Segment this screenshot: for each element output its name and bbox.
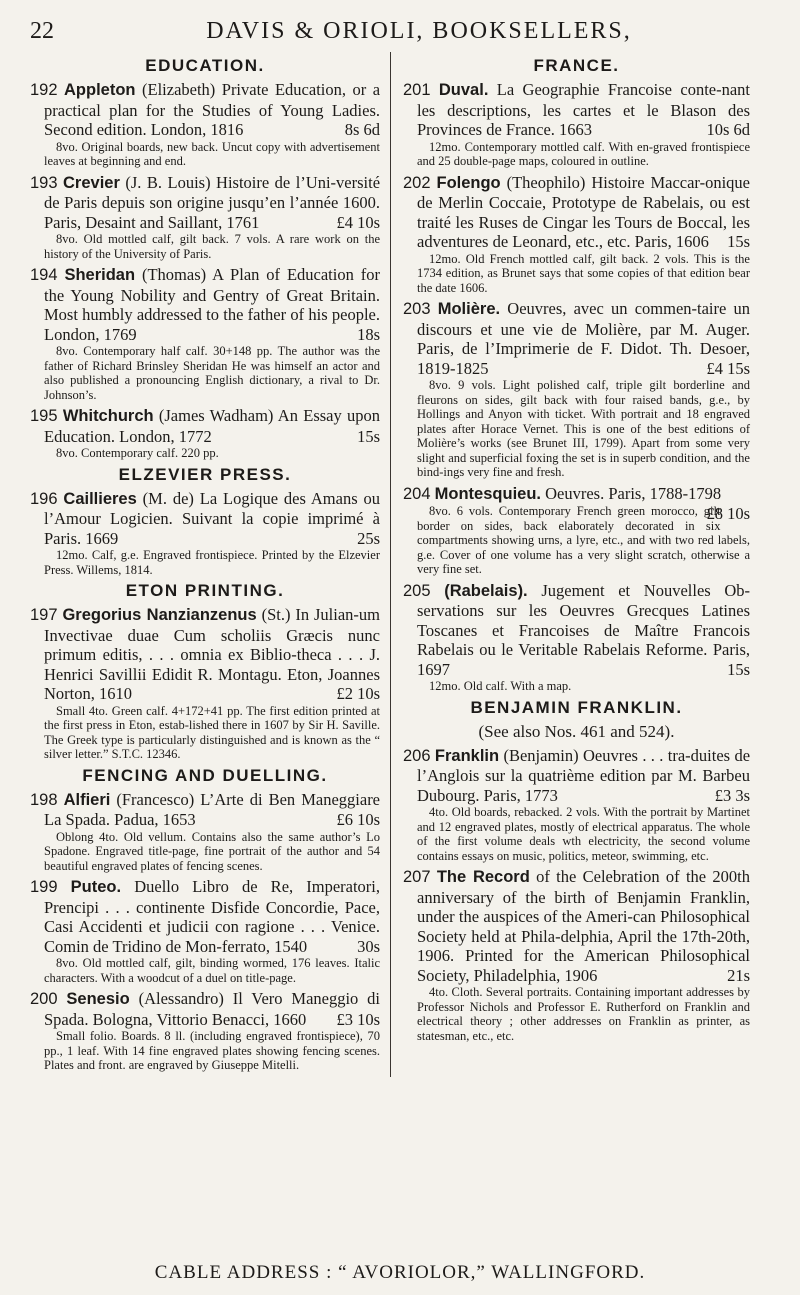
catalogue-entry	[30, 265, 380, 402]
entry-title	[30, 80, 380, 140]
entry-description: Oblong 4to. Old vellum. Contains also the same author’s Lo Spadone. Engraved title-page, fine portrait of the author and 54 beautiful engraved plates of fencing scenes.	[44, 829, 380, 873]
entry-number: 200	[30, 990, 58, 1009]
catalogue-entry	[403, 581, 750, 694]
entry-title	[403, 299, 750, 378]
entry-author: Alfieri	[63, 790, 111, 809]
entry-price: 25s	[357, 528, 380, 548]
entry-number: 192	[30, 81, 58, 100]
section-heading: ELZEVIER PRESS.	[118, 464, 292, 484]
entry-description: 12mo. Old French mottled calf, gilt back. 2 vols. This is the 1734 edition, as Brunet says that some copies of that edition bear the date 1606.	[417, 251, 750, 295]
left-column	[30, 52, 390, 1077]
entry-text: of the Celebration of the 200th anniversary of the birth of Benjamin Franklin, under the auspices of the Ameri-can Philosophical Society held at Phila-delphia, April the 17th-20th, 1906. Printed for the American Philosophical Society, Philadelphia, 1906	[417, 867, 750, 985]
section-subheading: (See also Nos. 461 and 524).	[478, 721, 675, 741]
entry-price: 15s	[727, 232, 750, 252]
entry-text: (St.) In Julian-um Invectivae duae Cum scholiis Græcis nunc primum editis, . . . omnia ex Biblio-theca . . . J. Henrici Savillii Edidit R. Montagu. Eton, Joannes Norton, 1610	[44, 605, 380, 704]
catalogue-entry	[30, 790, 380, 874]
entry-price: 10s 6d	[706, 120, 750, 140]
entry-text: La Geographie Francoise conte-nant les descriptions, les cartes et le Blason des Provinces de France. 1663	[417, 80, 750, 140]
entry-text: (James Wadham) An Essay upon Education. London, 1772	[44, 406, 381, 446]
entry-text: Oeuvres, avec un commen-taire un discours et une vie de Molière, par M. Auger. Paris, de l’Imprimerie de F. Didot. Th. Desoer, 1819-1825	[417, 299, 751, 378]
entry-price: £6 10s	[336, 810, 380, 830]
columns	[30, 52, 770, 1077]
entry-title	[403, 581, 750, 680]
catalogue-entry	[30, 989, 380, 1073]
right-column	[390, 52, 750, 1077]
cable-address: CABLE ADDRESS : “ AVORIOLOR,” WALLINGFORD.	[154, 1262, 646, 1283]
entry-description: 8vo. 6 vols. Contemporary French green morocco, gilt border on sides, back elaborately decorated in six compartments showing urns, a lyre, etc., and with two red labels, g.e. Cover of one volume has a very slight scratch, otherwise a very fine set.	[417, 504, 750, 577]
entry-number: 205	[403, 581, 431, 600]
entry-author: Folengo	[436, 173, 501, 192]
entry-price: 21s	[727, 965, 750, 985]
catalogue-entry	[403, 484, 750, 577]
entry-text: (Elizabeth) Private Education, or a practical plan for the Studies of Young Ladies. Second edition. London, 1816	[44, 80, 381, 140]
running-head	[30, 18, 770, 44]
entry-title	[403, 173, 750, 252]
entry-text: Oeuvres. Paris, 1788-1798	[545, 483, 722, 503]
entry-number: 202	[403, 173, 431, 192]
catalogue-entry	[30, 489, 380, 578]
catalogue-entry	[30, 877, 380, 985]
entry-title	[30, 989, 380, 1029]
entry-description: Small 4to. Green calf. 4+172+41 pp. The first edition printed at the first press in Eton, estab-lished there in 1607 by Sir H. Saville. The Greek type is particularly distinguished and is known as the “ silver letter.” S.T.C. 12346.	[44, 703, 380, 762]
entry-text: (M. de) La Logique des Amans ou l’Amour Logicien. Suivant la copie imprimé à Paris. 1669	[44, 488, 380, 548]
entry-number: 197	[30, 606, 58, 625]
entry-author: Sheridan	[64, 266, 136, 285]
entry-author: Crevier	[63, 173, 120, 192]
entry-price: 30s	[357, 936, 380, 956]
entry-price: 15s	[357, 426, 380, 446]
entry-price: £3 10s	[336, 1009, 380, 1029]
entry-title	[30, 173, 380, 233]
catalogue-entry	[30, 406, 380, 461]
section-heading: FENCING AND DUELLING.	[82, 765, 328, 785]
catalogue-entry	[30, 80, 380, 169]
entry-description: 8vo. Old mottled calf, gilt back. 7 vols. A rare work on the history of the University of Paris.	[44, 232, 380, 261]
entry-description: 8vo. Contemporary calf. 220 pp.	[56, 446, 219, 461]
entry-title	[30, 605, 380, 704]
entry-title	[403, 80, 750, 140]
entry-text: (Francesco) L’Arte di Ben Maneggiare La Spada. Padua, 1653	[44, 789, 381, 830]
entry-author: Gregorius Nanzianzenus	[62, 606, 257, 625]
entry-title	[30, 265, 380, 344]
entry-author: Puteo.	[70, 878, 122, 897]
page-number: 22	[30, 18, 54, 44]
entry-text: Jugement et Nouvelles Ob-servations sur les Oeuvres Grecques Latines Toscanes et Francoises de Maître Francois Rabelais ou le Veritable Rabelais Reforme. Paris, 1697	[417, 580, 751, 679]
section-heading: EDUCATION.	[145, 56, 265, 76]
entry-author: Senesio	[66, 990, 130, 1009]
entry-author: Whitchurch	[62, 407, 154, 426]
catalogue-entry	[403, 80, 750, 169]
entry-description: 4to. Cloth. Several portraits. Containing important addresses by Professor Nichols and Professor E. Rutherford on Franklin and electrical theory ; other addresses on Franklin as printer, as statesman, etc., etc.	[417, 985, 750, 1043]
entry-text: (J. B. Louis) Histoire de l’Uni-versité de Paris depuis son origine jusqu’en l’année 1600. Paris, Desaint and Saillant, 1761	[44, 172, 381, 232]
section-heading: FRANCE.	[533, 56, 620, 76]
entry-author: Montesquieu.	[434, 484, 541, 503]
entry-description: 8vo. Contemporary half calf. 30+148 pp. The author was the father of Richard Brinsley Sheridan He was himself an actor and also published a pronouncing English dictionary, a rival to Dr. Johnson’s.	[44, 344, 380, 402]
entry-price: £4 15s	[706, 358, 750, 378]
entry-number: 196	[30, 489, 58, 508]
catalogue-entry	[403, 173, 750, 296]
entry-description: 4to. Old boards, rebacked. 2 vols. With the portrait by Martinet and 12 engraved plates, mostly of electrical apparatus. The whole of the first volume deals wth electricity, the second volume contains essays on music, politics, meteor, swimming, etc.	[417, 805, 750, 863]
entry-title	[30, 877, 380, 956]
entry-text: (Theophilo) Histoire Maccar-onique de Merlin Coccaie, Prototype de Rabelais, ou est traité les Ruses de Cingar les Tours de Boccal, les adventures de Leonard, etc., etc. Paris, 1606	[417, 172, 750, 252]
catalogue-entry	[30, 605, 380, 762]
entry-price: 15s	[727, 659, 750, 679]
entry-price: £4 10s	[336, 212, 380, 232]
entry-text: (Benjamin) Oeuvres . . . tra-duites de l’Anglois sur la quatrième edition par M. Barbeu Dubourg. Paris, 1773	[417, 745, 751, 805]
entry-author: The Record	[436, 868, 530, 887]
entry-number: 204	[403, 484, 431, 503]
entry-text: Duello Libro de Re, Imperatori, Prencipi . . . continente Disfide Concordie, Pace, Casi Accidenti et judicii con ragione . . . Venice. Comin de Tridino de Mon-ferrato, 1540	[44, 877, 381, 956]
entry-number: 207	[403, 868, 431, 887]
entry-number: 198	[30, 790, 58, 809]
entry-title	[30, 489, 380, 549]
entry-title	[403, 746, 750, 806]
entry-author: Caillieres	[63, 489, 137, 508]
entry-price: 8s 6d	[344, 120, 380, 140]
entry-author: (Rabelais).	[444, 581, 528, 600]
catalogue-entry	[403, 867, 750, 1043]
entry-price: 18s	[357, 324, 380, 344]
entry-description: Small folio. Boards. 8 ll. (including engraved frontispiece), 70 pp., 1 leaf. With 14 fine engraved plates showing fencing scenes. Plates and front. are engraved by Giuseppe Mitelli.	[44, 1029, 380, 1073]
section-heading: ETON PRINTING.	[125, 581, 285, 601]
entry-number: 194	[30, 266, 58, 285]
entry-number: 199	[30, 878, 58, 897]
entry-text: (Alessandro) Il Vero Maneggio di Spada. Bologna, Vittorio Benacci, 1660	[44, 989, 381, 1029]
catalogue-entry	[403, 746, 750, 864]
running-title: DAVIS & ORIOLI, BOOKSELLERS,	[206, 18, 632, 44]
entry-description: 8vo. 9 vols. Light polished calf, triple gilt borderline and fleurons on sides, gilt back with four raised bands, g.e., by Hollings and Anyon with ticket. With portrait and 18 engraved plates after Horace Vernet. This is one of the best editions of Molière’s works (see Brunet III, 1799). Apart from some very slight and superficial foxing the set is in superb condition, and the bind-ings very fine and fresh.	[417, 378, 750, 480]
entry-price: £8 10s	[706, 504, 750, 524]
entry-title	[30, 406, 380, 446]
entry-number: 195	[30, 407, 58, 426]
entry-description: 8vo. Old mottled calf, gilt, binding wormed, 176 leaves. Italic characters. With a woodcut of a duel on title-page.	[44, 956, 380, 985]
entry-title	[403, 483, 750, 524]
entry-title	[403, 867, 750, 985]
entry-number: 206	[403, 746, 431, 765]
entry-description: 12mo. Old calf. With a map.	[429, 679, 572, 694]
entry-author: Molière.	[437, 300, 501, 319]
entry-description: 12mo. Contemporary mottled calf. With en-graved frontispiece and 25 double-page maps, coloured in outline.	[417, 139, 750, 169]
entry-author: Franklin	[434, 746, 500, 765]
entry-description: 12mo. Calf, g.e. Engraved frontispiece. Printed by the Elzevier Press. Willems, 1814.	[44, 548, 380, 577]
entry-author: Duval.	[438, 81, 489, 100]
entry-author: Appleton	[64, 81, 136, 100]
entry-number: 193	[30, 173, 58, 192]
entry-description: 8vo. Original boards, new back. Uncut copy with advertisement leaves at beginning and end.	[44, 139, 380, 169]
entry-number: 201	[403, 81, 431, 100]
entry-text: (Thomas) A Plan of Education for the Young Nobility and Gentry of Great Britain. Most humbly addressed to the father of his people. London, 1769	[44, 265, 381, 344]
catalogue-entry	[403, 299, 750, 480]
entry-price: £2 10s	[336, 684, 380, 704]
entry-title	[30, 790, 380, 830]
entry-number: 203	[403, 300, 431, 319]
catalogue-entry	[30, 173, 380, 262]
section-heading: BENJAMIN FRANKLIN.	[470, 697, 683, 717]
entry-price: £3 3s	[714, 785, 750, 805]
